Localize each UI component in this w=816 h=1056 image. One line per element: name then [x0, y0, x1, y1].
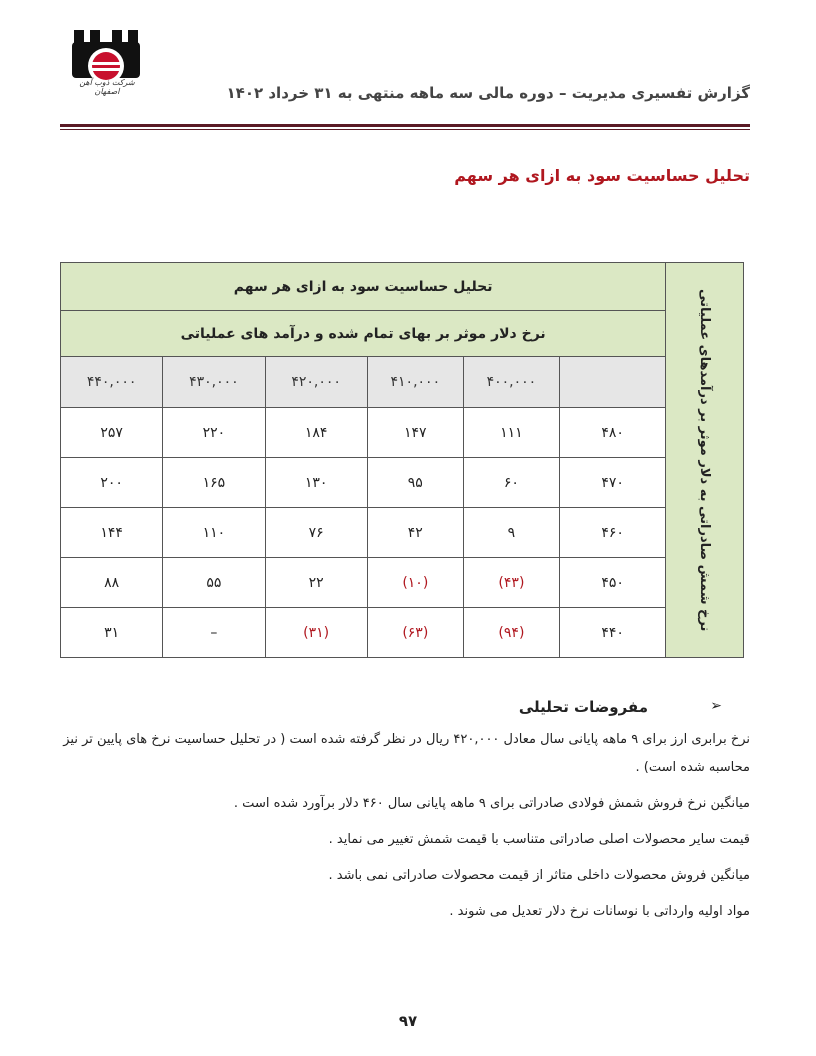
table-cell: ۱۱۰	[163, 508, 265, 558]
column-header: ۴۴۰,۰۰۰	[61, 357, 163, 408]
row-label: ۴۷۰	[559, 458, 665, 508]
column-header-row	[61, 357, 744, 408]
assumption-item: نرخ برابری ارز برای ۹ ماهه پایانی سال معادل ۴۲۰,۰۰۰ ریال در نظر گرفته شده است ( در تحلیل حساسیت نرخ های پایین تر نیز محاسبه شده است) .	[63, 732, 750, 775]
side-label: نرخ شمش صادراتی به دلار موثر بر درآمدهای عملیاتی	[697, 288, 713, 632]
table-cell: ۳۱	[61, 608, 163, 658]
table-cell: ۲۲۰	[163, 408, 265, 458]
section-title: تحلیل حساسیت سود به ازای هر سهم	[454, 166, 750, 185]
arrow-bullet-icon: ➢	[710, 698, 722, 714]
table-cell: (۶۳)	[367, 608, 463, 658]
assumption-item: مواد اولیه وارداتی با نوسانات نرخ دلار تعدیل می شوند .	[449, 904, 750, 919]
table-cell: ۷۶	[265, 508, 367, 558]
table-cell: (۱۰)	[367, 558, 463, 608]
table-row	[61, 608, 744, 658]
column-header-corner	[559, 357, 665, 408]
page-number: ۹۷	[398, 1012, 418, 1030]
column-header: ۴۲۰,۰۰۰	[265, 357, 367, 408]
side-label-cell	[666, 263, 744, 658]
table-cell: ۴۲	[367, 508, 463, 558]
column-header: ۴۳۰,۰۰۰	[163, 357, 265, 408]
table-cell: ۱۴۷	[367, 408, 463, 458]
table-row	[61, 408, 744, 458]
table-cell: ۲۲	[265, 558, 367, 608]
table-cell: ۲۰۰	[61, 458, 163, 508]
table-cell: ۸۸	[61, 558, 163, 608]
table-cell: ۹	[463, 508, 559, 558]
assumptions-title: مفروضات تحلیلی	[518, 698, 648, 716]
table-title: تحلیل حساسیت سود به ازای هر سهم	[61, 263, 666, 311]
table-cell: ۱۴۴	[61, 508, 163, 558]
header-divider-thin	[60, 129, 750, 130]
table-cell: ۱۶۵	[163, 458, 265, 508]
table-cell: ۱۸۴	[265, 408, 367, 458]
assumption-item: قیمت سایر محصولات اصلی صادراتی متناسب با قیمت شمش تغییر می نماید .	[328, 832, 750, 847]
company-caption: شرکت ذوب آهن اصفهان	[79, 78, 135, 96]
header-divider-thick	[60, 124, 750, 127]
table-row	[61, 558, 744, 608]
table-row	[61, 458, 744, 508]
sensitivity-table	[60, 262, 744, 658]
assumption-item: میانگین نرخ فروش شمش فولادی صادراتی برای ۹ ماهه پایانی سال ۴۶۰ دلار برآورد شده است .	[233, 796, 750, 811]
row-label: ۴۵۰	[559, 558, 665, 608]
assumption-item: میانگین فروش محصولات داخلی متاثر از قیمت محصولات صادراتی نمی باشد .	[328, 868, 750, 883]
assumptions-list	[60, 726, 750, 934]
table-cell: (۹۴)	[463, 608, 559, 658]
table-cell: ۹۵	[367, 458, 463, 508]
column-header: ۴۱۰,۰۰۰	[367, 357, 463, 408]
row-label: ۴۸۰	[559, 408, 665, 458]
row-label: ۴۴۰	[559, 608, 665, 658]
column-header: ۴۰۰,۰۰۰	[463, 357, 559, 408]
table-subtitle: نرخ دلار موثر بر بهای تمام شده و درآمد های عملیاتی	[61, 311, 666, 357]
table-cell: (۳۱)	[265, 608, 367, 658]
table-cell: ۶۰	[463, 458, 559, 508]
row-label: ۴۶۰	[559, 508, 665, 558]
table-cell: (۴۳)	[463, 558, 559, 608]
report-header-title: گزارش تفسیری مدیریت – دوره مالی سه ماهه منتهی به ۳۱ خرداد ۱۴۰۲	[226, 84, 750, 102]
table-cell: –	[163, 608, 265, 658]
table-cell: ۱۳۰	[265, 458, 367, 508]
table-cell: ۱۱۱	[463, 408, 559, 458]
table-row	[61, 508, 744, 558]
table-cell: ۵۵	[163, 558, 265, 608]
table-cell: ۲۵۷	[61, 408, 163, 458]
